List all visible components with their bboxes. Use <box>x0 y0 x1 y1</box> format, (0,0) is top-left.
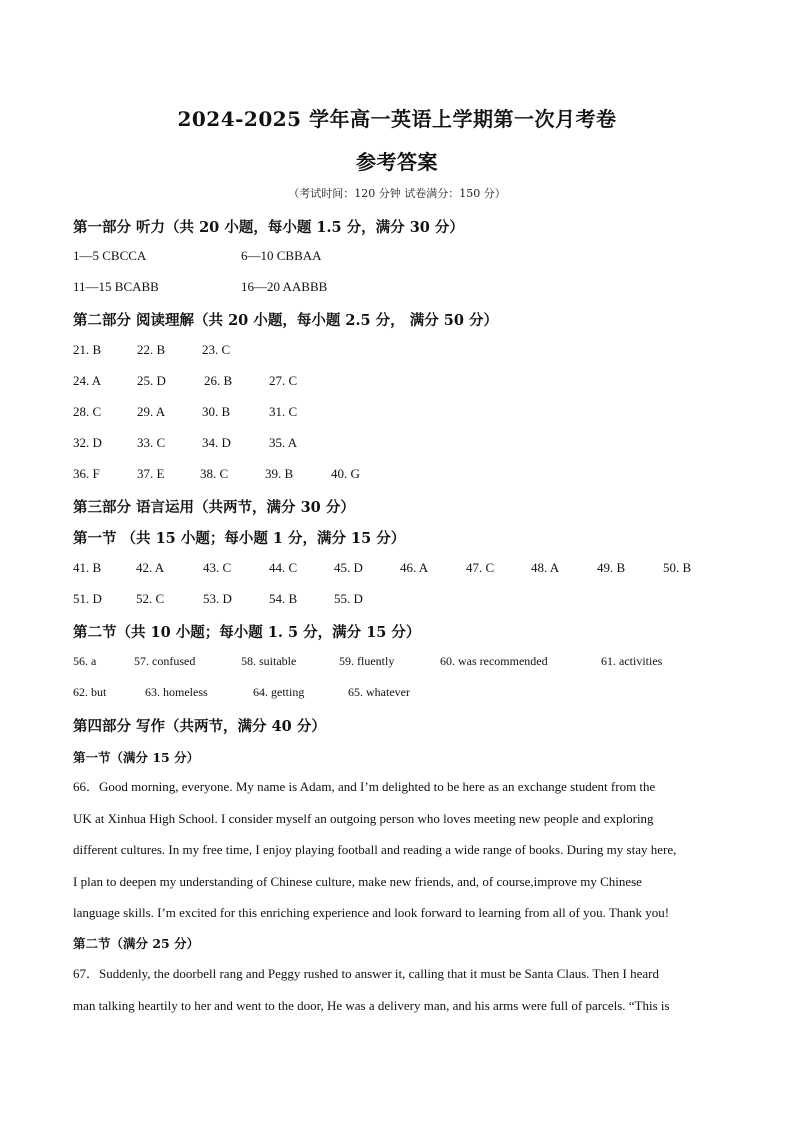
answer-item: 25. D <box>137 373 166 388</box>
answer-item: 24. A <box>73 373 102 388</box>
answer-item: 62. but <box>73 685 107 699</box>
answer-item: 28. C <box>73 404 102 419</box>
essay-line: man talking heartily to her and went to the door, He was a delivery man, and his arms were full of parcels. “This is <box>73 997 670 1013</box>
essay-66 <box>73 771 723 929</box>
answer-item: 40. G <box>331 466 360 481</box>
answer-item: 30. B <box>202 404 231 419</box>
answer-item: 27. C <box>269 373 298 388</box>
essay-line: 66．Good morning, everyone. My name is Adam, and I’m delighted to be here as an exchange student from the <box>73 779 656 794</box>
answer-item: 60. was recommended <box>440 654 548 668</box>
essay-line: UK at Xinhua High School. I consider myself an outgoing person who loves meeting new people and exploring <box>73 810 654 826</box>
part2-heading: 第二部分 阅读理解（共 20 小题，每小题 2.5 分， 满分 50 分） <box>73 312 498 329</box>
answer-item: 42. A <box>136 560 165 575</box>
answer-item: 61. activities <box>601 654 663 668</box>
answer-item: 16—20 AABBB <box>241 279 328 294</box>
answer-item: 58. suitable <box>241 654 297 668</box>
part1-heading: 第一部分 听力（共 20 小题，每小题 1.5 分，满分 30 分） <box>73 219 464 236</box>
answer-item: 55. D <box>334 591 363 606</box>
answer-item: 22. B <box>137 342 166 357</box>
essay-line: language skills. I’m excited for this enriching experience and look forward to learning from all of you. Thank you! <box>73 905 670 920</box>
answer-item: 37. E <box>137 466 165 481</box>
answer-item: 6—10 CBBAA <box>241 248 322 263</box>
answer-item: 39. B <box>265 466 294 481</box>
answer-item: 43. C <box>203 560 232 575</box>
answer-item: 47. C <box>466 560 495 575</box>
answer-item: 33. C <box>137 435 166 450</box>
part4-section2-heading: 第二节（满分 25 分） <box>73 936 200 951</box>
answer-item: 54. B <box>269 591 298 606</box>
exam-info: （考试时间：120 分钟 试卷满分：150 分） <box>288 187 506 200</box>
answer-item: 41. B <box>73 560 102 575</box>
answer-item: 51. D <box>73 591 102 606</box>
part3-section1-heading: 第一节 （共 15 小题；每小题 1 分，满分 15 分） <box>73 530 406 547</box>
part4-heading: 第四部分 写作（共两节，满分 40 分） <box>73 718 326 735</box>
answer-item: 56. a <box>73 654 97 668</box>
part3-heading: 第三部分 语言运用（共两节，满分 30 分） <box>73 499 355 516</box>
answer-item: 29. A <box>137 404 166 419</box>
answer-item: 52. C <box>136 591 165 606</box>
essay-line: 67．Suddenly, the doorbell rang and Peggy rushed to answer it, calling that it must be Santa Claus. Then I heard <box>73 966 659 981</box>
part4-section1-heading: 第一节（满分 15 分） <box>73 750 200 765</box>
part3-section2-heading: 第二节（共 10 小题；每小题 1. 5 分，满分 15 分） <box>73 624 421 641</box>
answer-item: 11—15 BCABB <box>73 279 159 294</box>
answer-item: 38. C <box>200 466 229 481</box>
answer-item: 50. B <box>663 560 692 575</box>
answer-item: 57. confused <box>134 654 196 668</box>
answer-item: 21. B <box>73 342 102 357</box>
answer-item: 35. A <box>269 435 298 450</box>
answer-item: 53. D <box>203 591 232 606</box>
answer-item: 63. homeless <box>145 685 208 699</box>
answer-item: 49. B <box>597 560 626 575</box>
answer-item: 32. D <box>73 435 102 450</box>
answer-item: 26. B <box>204 373 233 388</box>
page-title: 2024-2025 学年高一英语上学期第一次月考卷 <box>177 107 617 131</box>
essay-line: I plan to deepen my understanding of Chinese culture, make new friends, and, of course,improve my Chinese <box>73 873 642 889</box>
answer-item: 48. A <box>531 560 560 575</box>
answer-item: 45. D <box>334 560 363 575</box>
page-subtitle: 参考答案 <box>356 150 438 174</box>
answer-item: 46. A <box>400 560 429 575</box>
answer-item: 36. F <box>73 466 100 481</box>
answer-item: 1—5 CBCCA <box>73 248 147 263</box>
answer-item: 44. C <box>269 560 298 575</box>
answer-item: 65. whatever <box>348 685 410 699</box>
answer-item: 31. C <box>269 404 298 419</box>
answer-item: 59. fluently <box>339 654 395 668</box>
answer-item: 34. D <box>202 435 231 450</box>
essay-line: different cultures. In my free time, I enjoy playing football and reading a wide range of books. During my stay here, <box>73 842 677 857</box>
answer-item: 64. getting <box>253 685 305 699</box>
essay-67 <box>73 958 723 1021</box>
answer-item: 23. C <box>202 342 231 357</box>
